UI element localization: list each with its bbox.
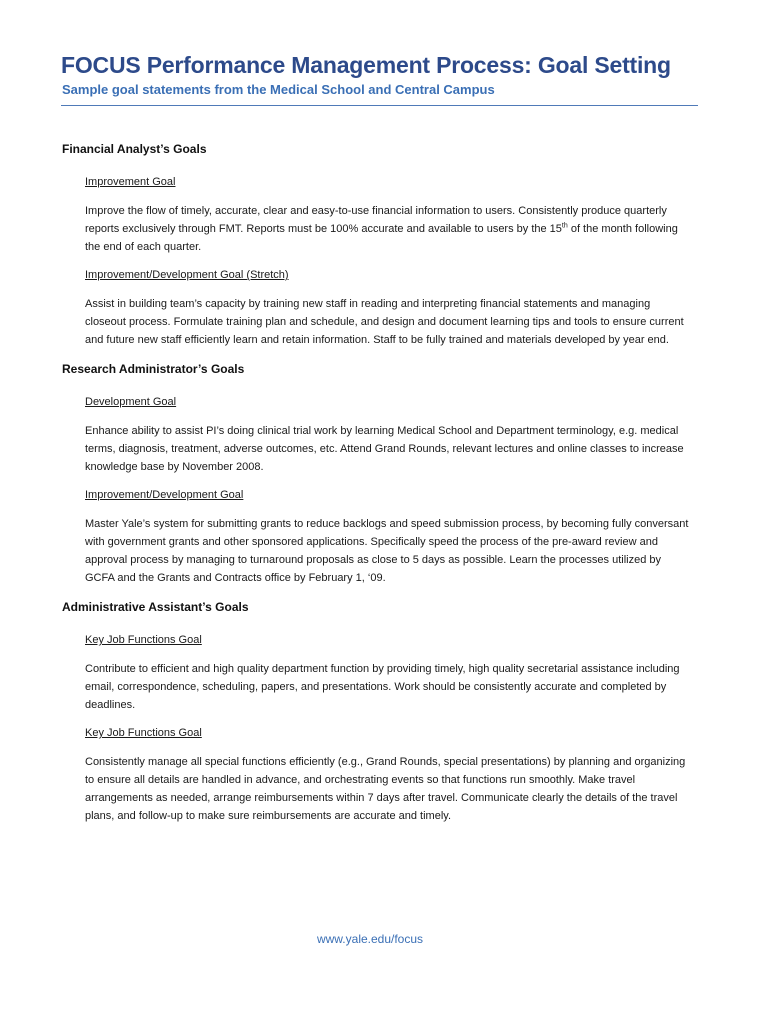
goal-item (85, 267, 702, 349)
goal-text: Enhance ability to assist PI’s doing clinical trial work by learning Medical School and Department terminology, e.g. medical terms, diagnosis, treatment, adverse outcomes, etc. Attend Grand Rounds, relevant lectures and online classes to increase knowledge base by November 2008. (85, 425, 684, 473)
ordinal-suffix: th (561, 222, 568, 230)
goal-text: Contribute to efficient and high quality department function by providing timely, high quality secretarial assistance including email, correspondence, scheduling, papers, and presentations. Work should be consistently accurate and completed by deadlines. (85, 663, 680, 711)
page-title: FOCUS Performance Management Process: Goal Setting (61, 52, 671, 78)
goal-text: Assist in building team’s capacity by training new staff in reading and interpreting financial statements and managing closeout process. Formulate training plan and schedule, and design and document learning tips and tools to ensure current and future new staff efficiently learn and retain information. Staff to be fully trained and materials developed by year end. (85, 298, 684, 346)
goal-item (85, 632, 702, 714)
section-heading: Financial Analyst’s Goals (62, 142, 207, 156)
goal-text: Consistently manage all special functions efficiently (e.g., Grand Rounds, special presentations) by planning and organizing to ensure all details are handled in advance, and orchestrating events so that functions run smoothly. Make travel arrangements as needed, arrange reimbursements within 7 days after travel. Communicate clearly the details of the travel plans, and follow-up to make sure reimbursements are accurate and timely. (85, 756, 686, 822)
section-heading: Research Administrator’s Goals (62, 362, 245, 376)
footer-website-link[interactable]: www.yale.edu/focus (316, 932, 424, 946)
goal-label: Key Job Functions Goal (85, 634, 202, 646)
section-administrative-assistant (62, 598, 702, 825)
page-subtitle: Sample goal statements from the Medical School and Central Campus (62, 82, 495, 97)
document-body (62, 140, 702, 836)
goal-item (85, 174, 702, 256)
goal-item (85, 394, 702, 476)
goal-label: Improvement/Development Goal (85, 489, 244, 501)
goal-label: Improvement/Development Goal (Stretch) (85, 269, 289, 281)
goal-text: Master Yale’s system for submitting grants to reduce backlogs and speed submission process, by becoming fully conversant with government grants and other sponsored applications. Specifically speed the process of the pre-award review and approval process by managing to turnaround proposals as close to 5 days as possible. Learn the processes utilized by GCFA and the Grants and Contracts office by February 1, ‘09. (85, 518, 689, 584)
section-financial-analyst (62, 140, 702, 349)
goal-text (85, 202, 693, 256)
goal-label: Development Goal (85, 396, 177, 408)
goal-label: Improvement Goal (85, 176, 176, 188)
goal-label: Key Job Functions Goal (85, 727, 202, 739)
section-heading: Administrative Assistant’s Goals (62, 600, 249, 614)
goal-item (85, 487, 702, 587)
goal-text-part: Improve the flow of timely, accurate, clear and easy-to-use financial information to users. Consistently produce quarterly reports exclusively through FMT. Reports must be 100% accurate and available to users by the 15 (85, 205, 667, 235)
section-research-administrator (62, 360, 702, 587)
header-divider (61, 105, 698, 106)
goal-text-part: of the month following the end of each quarter. (85, 223, 678, 253)
goal-item (85, 725, 702, 825)
